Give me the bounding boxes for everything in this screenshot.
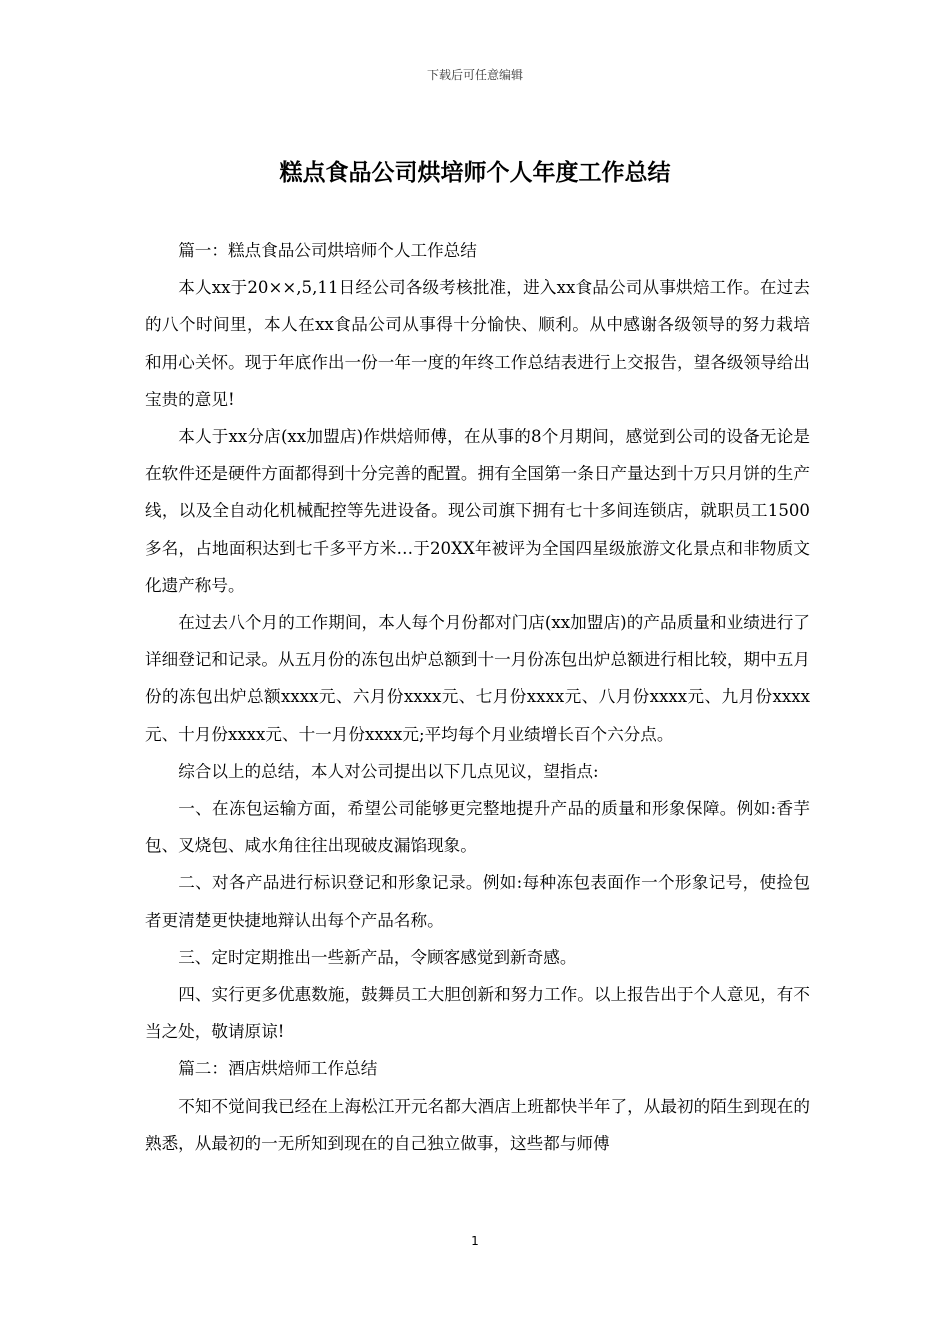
section-heading-2: 篇二：酒店烘焙师工作总结 — [178, 1059, 378, 1079]
suggestion-item-1: 一、在冻包运输方面，希望公司能够更完整地提升产品的质量和形象保障。例如:香芋包、叉烧包、咸水角往往出现破皮漏馅现象。 — [145, 799, 810, 856]
suggestion-item-2: 二、对各产品进行标识登记和形象记录。例如:每种冻包表面作一个形象记号，使捡包者更清楚更快捷地辩认出每个产品名称。 — [145, 873, 810, 930]
paragraph: 综合以上的总结，本人对公司提出以下几点见议，望指点: — [178, 761, 599, 781]
section-heading-1: 篇一：糕点食品公司烘培师个人工作总结 — [178, 241, 477, 260]
suggestion-item-4: 四、实行更多优惠数施，鼓舞员工大胆创新和努力工作。以上报告出于个人意见，有不当之处，敬请原谅! — [145, 985, 810, 1042]
paragraph: 不知不觉间我已经在上海松江开元名都大酒店上班都快半年了，从最初的陌生到现在的熟悉，从最初的一无所知到现在的自己独立做事，这些都与师傅 — [145, 1096, 810, 1153]
document-title: 糕点食品公司烘培师个人年度工作总结 — [279, 160, 671, 186]
document-body — [145, 232, 810, 1162]
suggestion-item-3: 三、定时定期推出一些新产品，令顾客感觉到新奇感。 — [178, 947, 577, 967]
page-number: 1 — [471, 1234, 479, 1248]
paragraph: 本人于xx分店(xx加盟店)作烘焙师傅，在从事的8个月期间，感觉到公司的设备无论是在软件还是硬件方面都得到十分完善的配置。拥有全国第一条日产量达到十万只月饼的生产线，以及全自动化机械配控等先进设备。现公司旗下拥有七十多间连锁店，就职员工1500多名，占地面积达到七千多平方米…于20XX年被评为全国四星级旅游文化景点和非物质文化遗产称号。 — [145, 427, 810, 595]
header-note: 下载后可任意编辑 — [426, 68, 523, 82]
paragraph: 本人xx于20××,5,11日经公司各级考核批准，进入xx食品公司从事烘焙工作。在过去的八个时间里，本人在xx食品公司从事得十分愉快、顺利。从中感谢各级领导的努力栽培和用心关怀。现于年底作出一份一年一度的年终工作总结表进行上交报告，望各级领导给出宝贵的意见! — [145, 278, 810, 409]
paragraph: 在过去八个月的工作期间，本人每个月份都对门店(xx加盟店)的产品质量和业绩进行了详细登记和记录。从五月份的冻包出炉总额到十一月份冻包出炉总额进行相比较，期中五月份的冻包出炉总额xxxx元、六月份xxxx元、七月份xxxx元、八月份xxxx元、九月份xxxx元、十月份xxxx元、十一月份xxxx元;平均每个月业绩增长百个六分点。 — [145, 613, 810, 744]
